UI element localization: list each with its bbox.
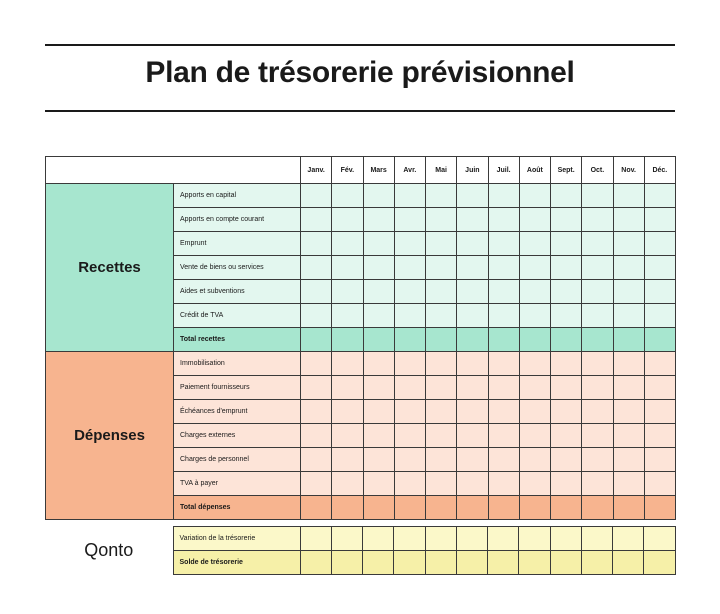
value-cell[interactable] [457,448,488,472]
value-cell[interactable] [331,551,362,575]
value-cell[interactable] [426,304,457,328]
section-label-depenses: Dépenses [46,352,174,520]
value-cell[interactable] [363,184,394,208]
month-header: Fév. [332,157,363,184]
month-header: Avr. [394,157,425,184]
month-header: Août [519,157,550,184]
value-cell[interactable] [457,304,488,328]
value-cell[interactable] [644,376,675,400]
value-cell[interactable] [582,304,613,328]
value-cell[interactable] [363,496,394,520]
value-cell[interactable] [332,256,363,280]
value-cell[interactable] [426,352,457,376]
value-cell[interactable] [488,424,519,448]
value-cell[interactable] [363,352,394,376]
value-cell[interactable] [301,304,332,328]
value-cell[interactable] [582,280,613,304]
value-cell[interactable] [488,527,519,551]
value-cell[interactable] [394,551,425,575]
value-cell[interactable] [301,376,332,400]
value-cell[interactable] [332,400,363,424]
value-cell[interactable] [426,376,457,400]
value-cell[interactable] [363,424,394,448]
month-header: Janv. [301,157,332,184]
value-cell[interactable] [519,424,550,448]
value-cell[interactable] [301,328,332,352]
value-cell[interactable] [551,376,582,400]
value-cell[interactable] [644,304,675,328]
value-cell[interactable] [551,328,582,352]
value-cell[interactable] [301,184,332,208]
value-cell[interactable] [582,328,613,352]
value-cell[interactable] [613,400,644,424]
value-cell[interactable] [457,280,488,304]
value-cell[interactable] [426,328,457,352]
value-cell[interactable] [457,352,488,376]
total-row-label: Total dépenses [174,496,301,520]
row-label: Charges de personnel [174,448,301,472]
value-cell[interactable] [301,232,332,256]
value-cell[interactable] [332,424,363,448]
value-cell[interactable] [394,424,425,448]
value-cell[interactable] [332,352,363,376]
value-cell[interactable] [301,400,332,424]
value-cell[interactable] [582,256,613,280]
value-cell[interactable] [582,472,613,496]
value-cell[interactable] [488,376,519,400]
value-cell[interactable] [457,328,488,352]
value-cell[interactable] [394,448,425,472]
value-cell[interactable] [363,527,394,551]
value-cell[interactable] [426,400,457,424]
value-cell[interactable] [394,208,425,232]
value-cell[interactable] [582,448,613,472]
value-cell[interactable] [426,256,457,280]
value-cell[interactable] [644,551,675,575]
value-cell[interactable] [332,184,363,208]
value-cell[interactable] [551,472,582,496]
row-label: Variation de la trésorerie [173,527,300,551]
value-cell[interactable] [332,376,363,400]
value-cell[interactable] [582,184,613,208]
value-cell[interactable] [426,424,457,448]
value-cell[interactable] [519,448,550,472]
value-cell[interactable] [644,208,675,232]
value-cell[interactable] [457,208,488,232]
value-cell[interactable] [644,472,675,496]
value-cell[interactable] [644,256,675,280]
value-cell[interactable] [551,424,582,448]
value-cell[interactable] [300,551,331,575]
row-label: TVA à payer [174,472,301,496]
month-header: Déc. [644,157,675,184]
row-label: Charges externes [174,424,301,448]
value-cell[interactable] [644,184,675,208]
header-blank-cell [46,157,301,184]
value-cell[interactable] [644,527,675,551]
value-cell[interactable] [363,280,394,304]
value-cell[interactable] [613,328,644,352]
top-rule [45,44,675,46]
total-row-label: Solde de trésorerie [173,551,300,575]
month-header: Sept. [551,157,582,184]
value-cell[interactable] [488,208,519,232]
value-cell[interactable] [613,376,644,400]
row-label: Crédit de TVA [174,304,301,328]
value-cell[interactable] [394,256,425,280]
row-label: Emprunt [174,232,301,256]
value-cell[interactable] [426,472,457,496]
value-cell[interactable] [644,232,675,256]
value-cell[interactable] [519,352,550,376]
value-cell[interactable] [488,232,519,256]
value-cell[interactable] [519,256,550,280]
value-cell[interactable] [426,280,457,304]
value-cell[interactable] [582,376,613,400]
value-cell[interactable] [519,472,550,496]
value-cell[interactable] [394,232,425,256]
value-cell[interactable] [363,472,394,496]
value-cell[interactable] [488,472,519,496]
value-cell[interactable] [332,448,363,472]
value-cell[interactable] [426,448,457,472]
value-cell[interactable] [613,472,644,496]
value-cell[interactable] [613,424,644,448]
value-cell[interactable] [551,208,582,232]
value-cell[interactable] [488,256,519,280]
value-cell[interactable] [394,400,425,424]
value-cell[interactable] [519,551,550,575]
value-cell[interactable] [363,328,394,352]
value-cell[interactable] [363,400,394,424]
value-cell[interactable] [519,328,550,352]
value-cell[interactable] [488,280,519,304]
cashflow-table [45,156,676,520]
month-header: Mai [426,157,457,184]
value-cell[interactable] [644,496,675,520]
value-cell[interactable] [551,400,582,424]
value-cell[interactable] [488,304,519,328]
value-cell[interactable] [644,424,675,448]
value-cell[interactable] [551,184,582,208]
value-cell[interactable] [550,551,581,575]
value-cell[interactable] [488,352,519,376]
value-cell[interactable] [456,551,487,575]
value-cell[interactable] [332,208,363,232]
value-cell[interactable] [519,376,550,400]
value-cell[interactable] [301,280,332,304]
row-label: Échéances d'emprunt [174,400,301,424]
value-cell[interactable] [301,256,332,280]
value-cell[interactable] [551,280,582,304]
value-cell[interactable] [488,400,519,424]
value-cell[interactable] [457,400,488,424]
value-cell[interactable] [394,527,425,551]
value-cell[interactable] [332,328,363,352]
value-cell[interactable] [301,208,332,232]
value-cell[interactable] [363,376,394,400]
value-cell[interactable] [488,184,519,208]
section-label-recettes: Recettes [46,184,174,352]
value-cell[interactable] [613,551,644,575]
value-cell[interactable] [582,352,613,376]
value-cell[interactable] [425,551,456,575]
value-cell[interactable] [613,352,644,376]
value-cell[interactable] [456,527,487,551]
row-label: Paiement fournisseurs [174,376,301,400]
value-cell[interactable] [519,280,550,304]
value-cell[interactable] [394,328,425,352]
row-label: Aides et subventions [174,280,301,304]
row-label: Vente de biens ou services [174,256,301,280]
value-cell[interactable] [426,232,457,256]
value-cell[interactable] [582,232,613,256]
value-cell[interactable] [301,424,332,448]
value-cell[interactable] [426,184,457,208]
value-cell[interactable] [519,304,550,328]
value-cell[interactable] [363,232,394,256]
row-label: Apports en compte courant [174,208,301,232]
value-cell[interactable] [457,472,488,496]
total-row-label: Total recettes [174,328,301,352]
value-cell[interactable] [488,496,519,520]
value-cell[interactable] [519,400,550,424]
value-cell[interactable] [644,448,675,472]
month-header: Mars [363,157,394,184]
page-title: Plan de trésorerie prévisionnel [145,56,575,89]
value-cell[interactable] [519,232,550,256]
value-cell[interactable] [488,551,519,575]
value-cell[interactable] [301,472,332,496]
balance-table [45,526,676,575]
value-cell[interactable] [363,256,394,280]
row-label: Immobilisation [174,352,301,376]
value-cell[interactable] [332,304,363,328]
value-cell[interactable] [394,472,425,496]
value-cell[interactable] [644,352,675,376]
value-cell[interactable] [363,551,394,575]
value-cell[interactable] [613,280,644,304]
value-cell[interactable] [457,376,488,400]
value-cell[interactable] [332,232,363,256]
value-cell[interactable] [613,184,644,208]
value-cell[interactable] [426,496,457,520]
table-row [46,352,676,376]
value-cell[interactable] [394,496,425,520]
value-cell[interactable] [394,376,425,400]
value-cell[interactable] [582,208,613,232]
month-header-row [46,157,676,184]
value-cell[interactable] [644,280,675,304]
month-header: Juin [457,157,488,184]
value-cell[interactable] [582,496,613,520]
value-cell[interactable] [457,424,488,448]
value-cell[interactable] [457,232,488,256]
value-cell[interactable] [551,496,582,520]
value-cell[interactable] [613,304,644,328]
value-cell[interactable] [332,280,363,304]
value-cell[interactable] [519,496,550,520]
value-cell[interactable] [363,208,394,232]
value-cell[interactable] [301,448,332,472]
value-cell[interactable] [550,527,581,551]
value-cell[interactable] [551,304,582,328]
value-cell[interactable] [488,328,519,352]
value-cell[interactable] [551,352,582,376]
value-cell[interactable] [644,328,675,352]
month-header: Oct. [582,157,613,184]
value-cell[interactable] [332,496,363,520]
value-cell[interactable] [551,232,582,256]
value-cell[interactable] [332,472,363,496]
value-cell[interactable] [363,304,394,328]
table-row [46,184,676,208]
value-cell[interactable] [581,551,612,575]
value-cell[interactable] [457,256,488,280]
value-cell[interactable] [301,352,332,376]
value-cell[interactable] [644,400,675,424]
value-cell[interactable] [394,280,425,304]
value-cell[interactable] [394,184,425,208]
value-cell[interactable] [519,184,550,208]
value-cell[interactable] [613,232,644,256]
value-cell[interactable] [582,424,613,448]
value-cell[interactable] [519,208,550,232]
value-cell[interactable] [613,208,644,232]
value-cell[interactable] [426,208,457,232]
value-cell[interactable] [613,448,644,472]
qonto-logo: Qonto [45,527,173,575]
value-cell[interactable] [363,448,394,472]
value-cell[interactable] [394,352,425,376]
value-cell[interactable] [613,527,644,551]
value-cell[interactable] [613,496,644,520]
value-cell[interactable] [457,184,488,208]
value-cell[interactable] [331,527,362,551]
value-cell[interactable] [300,527,331,551]
value-cell[interactable] [519,527,550,551]
value-cell[interactable] [581,527,612,551]
row-label: Apports en capital [174,184,301,208]
value-cell[interactable] [613,256,644,280]
bottom-rule [45,110,675,112]
value-cell[interactable] [551,448,582,472]
value-cell[interactable] [551,256,582,280]
value-cell[interactable] [425,527,456,551]
value-cell[interactable] [582,400,613,424]
month-header: Juil. [488,157,519,184]
value-cell[interactable] [301,496,332,520]
value-cell[interactable] [457,496,488,520]
value-cell[interactable] [488,448,519,472]
value-cell[interactable] [394,304,425,328]
table-row [45,527,675,551]
month-header: Nov. [613,157,644,184]
